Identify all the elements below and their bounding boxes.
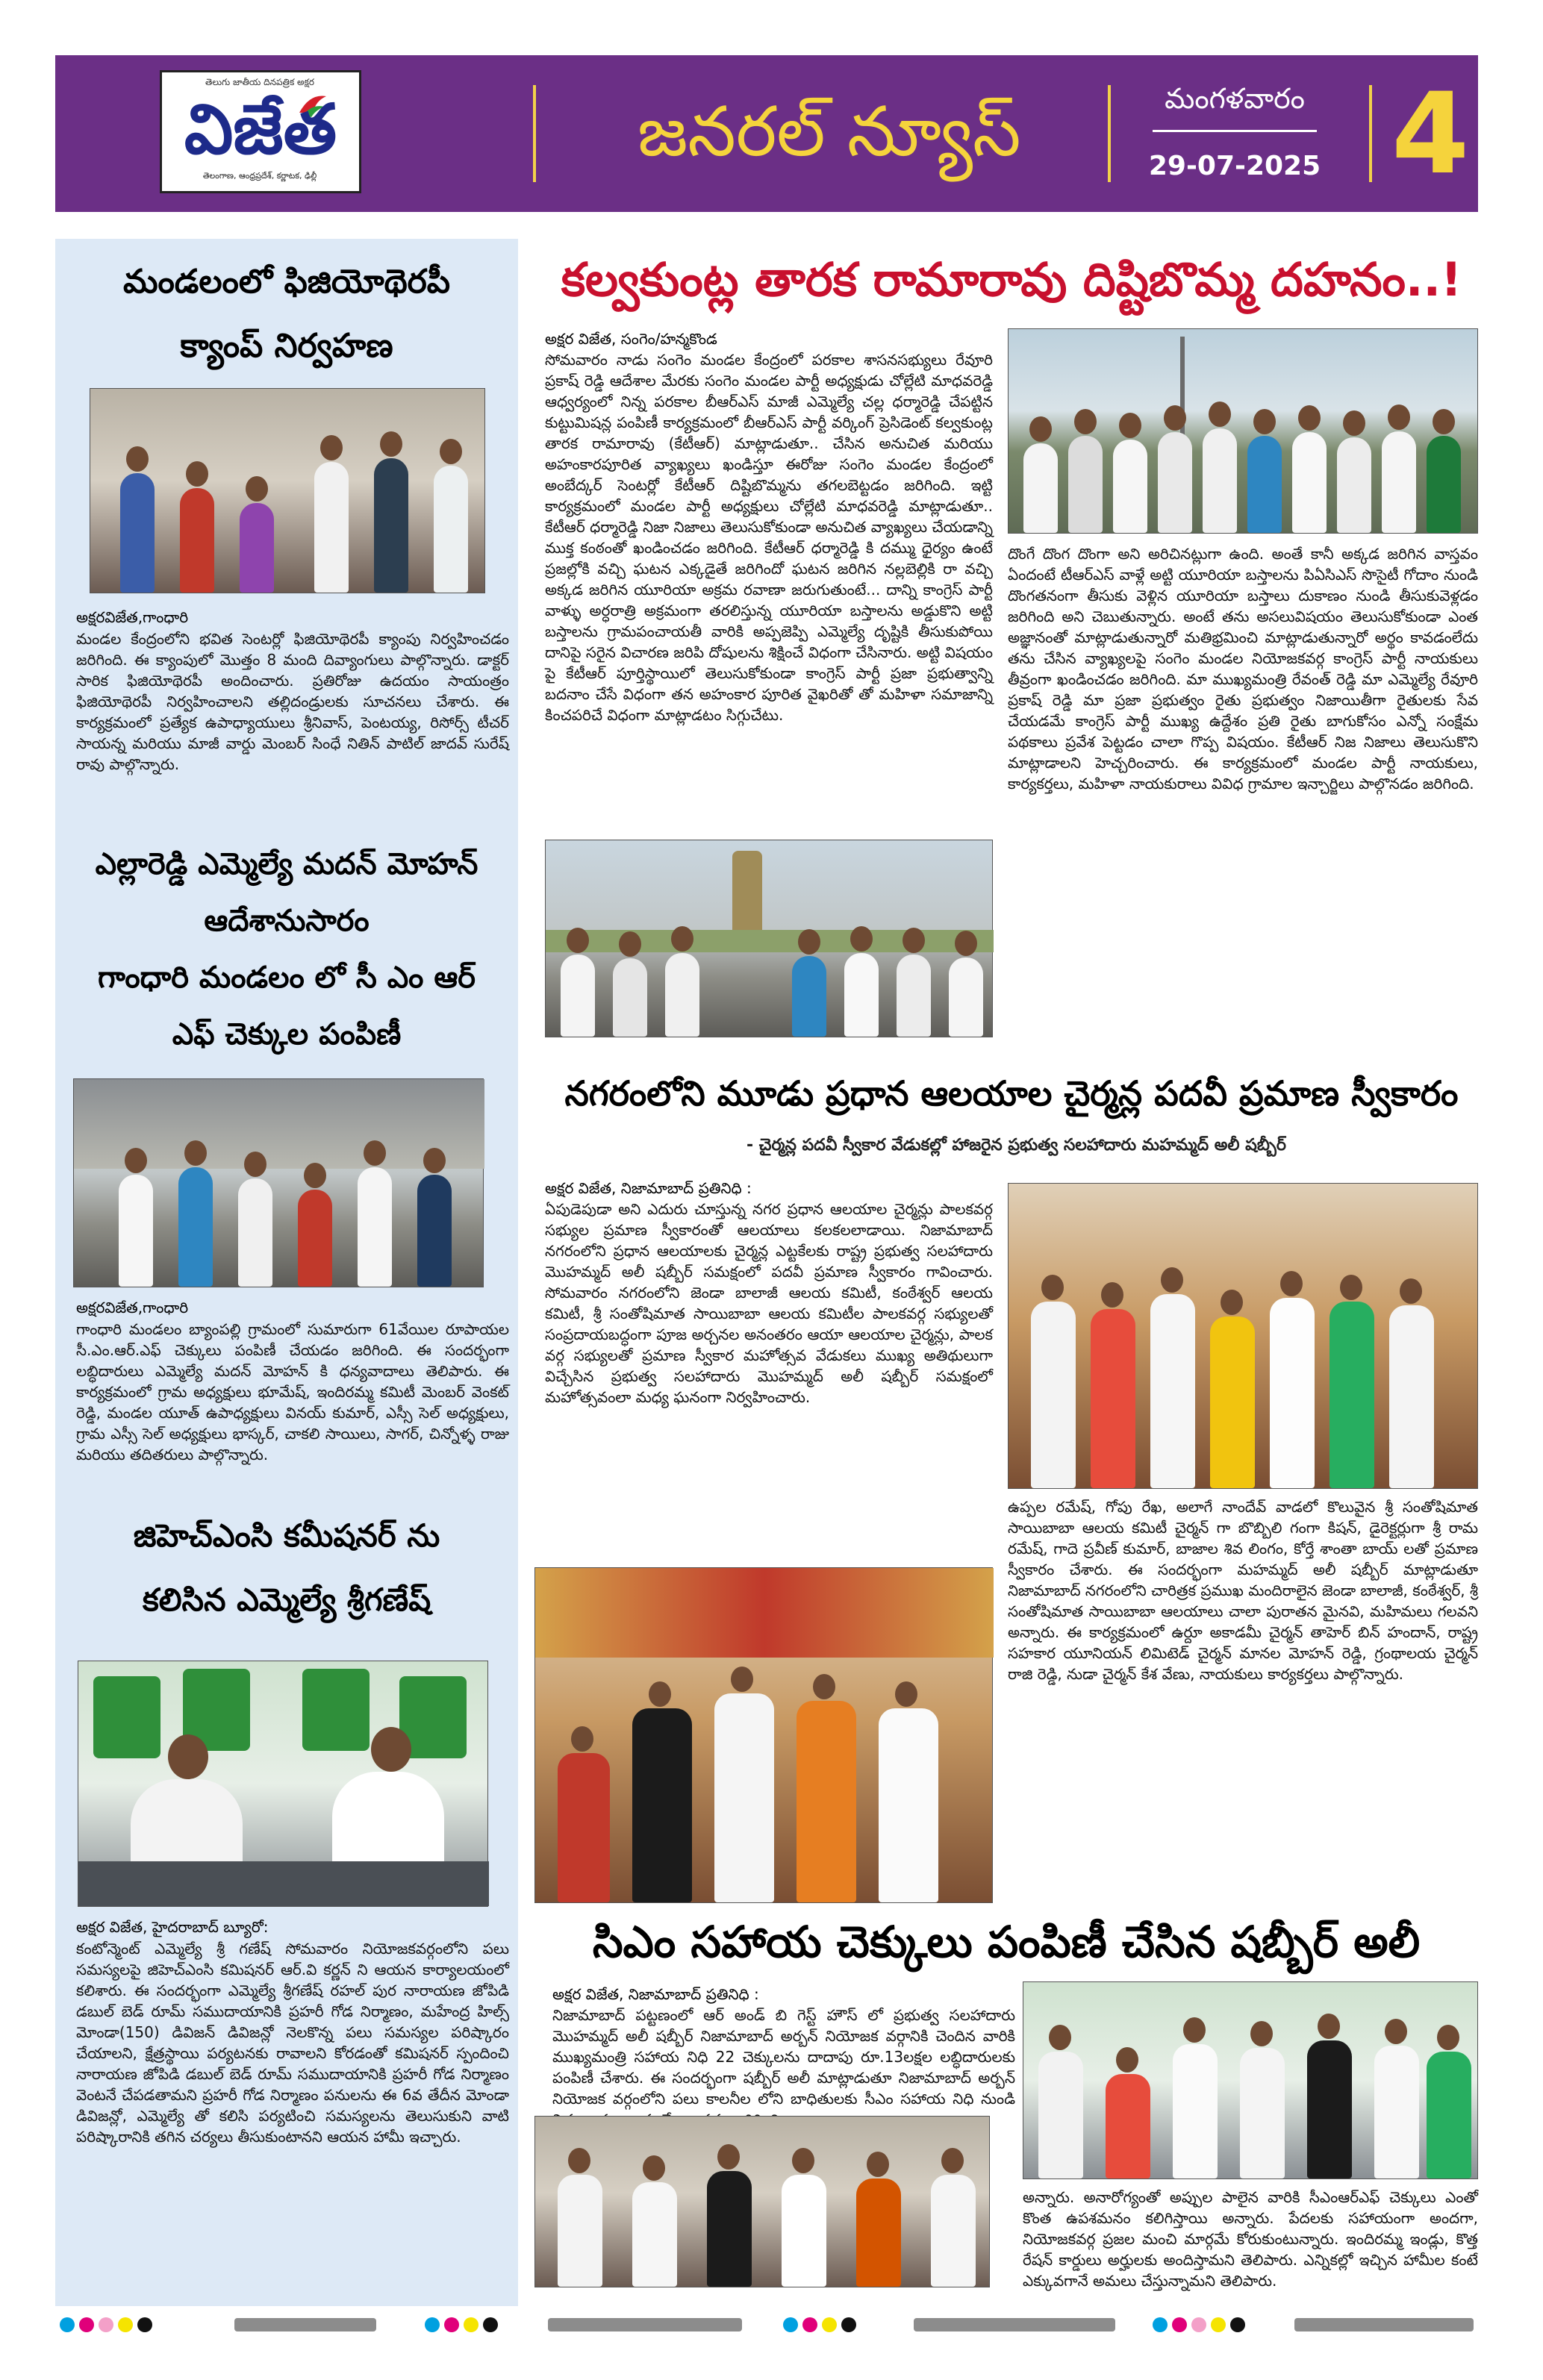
logo-wordmark: విజేత: [184, 89, 337, 169]
cmrf-headline-line3: గాంధారి మండలం లో సీ ఎం ఆర్: [97, 961, 476, 995]
physio-body: మండల కేంద్రంలోని భవిత సెంటర్లో ఫిజియోథెరపీ క్యాంపు నిర్వహించడం జరిగింది. ఈ క్యాంపులో మొత్తం 8 మంది దివ్యాంగులు పాల్గొన్నారు. డాక్టర్ సారిక ఫిజియోథెరపీ అందించారు. ప్రతిరోజు ఉదయం సాయంత్రం ఫిజియోథెరపీ నిర్వహించాలని తల్లిదండ్రులకు సూచనలు చేశారు. ఈ కార్యక్రమంలో ప్రత్యేక ఉపాధ్యాయులు శ్రీనివాస్, పెంటయ్య, రిసోర్స్ టీచర్ సాయన్న మరియు మాజీ వార్డు మెంబర్ సింధే నితిన్ పాటిల్ జాదవ్ సురేష్ రావు పాల్గొన్నారు.: [76, 630, 509, 773]
cyan-dot: [783, 2317, 798, 2332]
ghmc-headline-line2: కలిసిన ఎమ్మెల్యే శ్రీగణేష్: [142, 1581, 431, 1618]
logo-subline: తెలంగాణ, ఆంధ్రప్రదేశ్, కర్ణాటక, ఢిల్లీ: [202, 171, 317, 181]
effigy-headline: కల్వకుంట్ల తారక రామారావు దిష్టిబొమ్మ దహనం..!: [561, 252, 1462, 307]
cyan-dot: [60, 2317, 75, 2332]
cmrf-byline: అక్షరవిజేత,గాంధారి: [76, 1299, 189, 1317]
yellow-dot: [464, 2317, 479, 2332]
yellow-dot: [822, 2317, 837, 2332]
physio-camp-photo[interactable]: [90, 388, 485, 593]
black-dot: [137, 2317, 152, 2332]
pink-dot: [1191, 2317, 1206, 2332]
newspaper-logo[interactable]: [160, 70, 361, 193]
cmrf-recipients-photo[interactable]: [1023, 1981, 1478, 2179]
cmrf-cheques-photo[interactable]: [73, 1078, 484, 1287]
weekday: మంగళవారం: [1165, 82, 1305, 115]
grey-bar: [234, 2318, 376, 2331]
ghmc-headline-line1: జిహెచ్ఎంసి కమీషనర్ ను: [133, 1517, 440, 1554]
temple-committee-photo[interactable]: [534, 1567, 993, 1903]
cmrf-sabbir-byline: అక్షర విజేత, నిజామాబాద్ ప్రతినిధి :: [552, 1985, 759, 2003]
ghmc-byline: అక్షర విజేత, హైదరాబాద్ బ్యూరో:: [76, 1918, 269, 1936]
date-rule: [1153, 130, 1317, 132]
cmrf-headline-line1: ఎల్లారెడ్డి ఎమ్మెల్యే మదన్ మోహన్: [95, 847, 479, 881]
cyan-dot: [1153, 2317, 1168, 2332]
grey-bar: [1294, 2318, 1474, 2331]
magenta-dot: [802, 2317, 817, 2332]
magenta-dot: [1172, 2317, 1187, 2332]
magenta-dot: [444, 2317, 459, 2332]
protest-circle-photo[interactable]: [545, 840, 993, 1037]
temple-headline: నగరంలోని మూడు ప్రధాన ఆలయాల చైర్మన్ల పదవీ ప్రమాణ స్వీకారం: [564, 1073, 1459, 1114]
temple-body-b: ఉప్పల రమేష్, గోపు రేఖ, అలాగే నాందేవ్ వాడలో కొలువైన శ్రీ సంతోషిమాత సాయిబాబా ఆలయ కమిటీ చైర్మన్ గా బొబ్బిలి గంగా కిషన్, డైరెక్టర్లుగా శ్రీ రామ రమేష్, గాదె ప్రవీణ్ కుమార్, బాజాల శివ లింగం, కోర్తే శాంతా బాయ్ లతో ప్రమాణ స్వీకారం చేశారు. ఈ సందర్భంగా మహమ్మద్ అలీ షబ్బీర్ మాట్లాడుతూ నిజామాబాద్ నగరంలోని చారిత్రక ప్రముఖ మందిరాలైన జెండా బాలాజీ, కంఠేశ్వర్, శ్రీ సంతోషిమాత సాయిబాబా ఆలయాలు చాలా పురాతన మైనవి, మహిమలు గలవని అన్నారు. ఈ కార్యక్రమంలో ఉర్దూ అకాడమీ చైర్మన్ తాహెర్ బిన్ హందాన్, రాష్ట్ర సహకార యూనియన్ లిమిటెడ్ చైర్మన్ మానల మోహన్ రెడ్డి, గ్రంథాలయ చైర్మన్ రాజి రెడ్డి, నుడా చైర్మన్ కేశ వేణు, నాయకులు కార్యకర్తలు పాల్గొన్నారు.: [1008, 1498, 1478, 1683]
cyan-dot: [425, 2317, 440, 2332]
effigy-protest-photo[interactable]: [1008, 328, 1478, 534]
black-dot: [1230, 2317, 1245, 2332]
effigy-body-b: దొంగే దొంగ దొంగా అని అరిచినట్లుగా ఉంది. అంతే కానీ అక్కడ జరిగిన వాస్తవం ఏందంటే టీఆర్ఎస్ వాళ్లే అట్టి యూరియా బస్తాలను పిఏసిఎస్ సొసైటీ గోదాం నుండి దొంగతనంగా తీసుకు వెళ్లిన యూరియా బస్తాలు దుకాణం నుండి తీసుకువెళ్లడం జరిగింది అని చెబుతున్నారు. అంటే తను అసలువిషయం తెలుసుకోకుండా ఎంత అజ్ఞానంతో మాట్లాడుతున్నారో మతిభ్రమించి మాట్లాడుతున్నారో అర్థం కావడంలేదు తను చేసిన వ్యాఖ్యలపై సంగెం మండల నియోజకవర్గ కాంగ్రెస్ పార్టీ నాయకులు తీవ్రంగా ఖండించడం జరిగింది. మా ముఖ్యమంత్రి రేవంత్ రెడ్డి మా ఎమ్మెల్యే రేవూరి ప్రకాష్ రెడ్డి మా ప్రజా ప్రభుత్వం రైతు ప్రభుత్వం నిజాయితీగా రైతులకు సేవ చేయడమే కాంగ్రెస్ పార్టీ ముఖ్య ఉద్దేశం ప్రతి రైతు బాగుకోసం ఎన్నో సంక్షేమ పథకాలు ప్రవేశ పెట్టడం చాలా గొప్ప విషయం. కేటీఆర్ నిజ నిజాలు తెలుసుకొని మాట్లాడాలని హెచ్చరించారు. ఈ కార్యక్రమంలో మండల పార్టీ నాయకులు, కార్యకర్తలు, మహిళా నాయకురాలు వివిధ గ్రామాల ఇన్చార్జిలు పాల్గొనడం జరిగింది.: [1008, 545, 1478, 793]
magenta-dot: [79, 2317, 94, 2332]
temple-subhead: - చైర్మన్ల పదవీ స్వీకార వేడుకల్లో హాజరైన ప్రభుత్వ సలహాదారు మహమ్మద్ అలీ షబ్బీర్: [746, 1136, 1286, 1155]
cmrf-body: గాంధారి మండలం బ్యాంపల్లి గ్రామంలో సుమారుగా 61వేయిల రూపాయల సీ.ఎం.ఆర్.ఎఫ్ చెక్కులు పంపిణీ చేయడం జరిగింది. ఈ సందర్భంగా లబ్ధిదారులు ఎమ్మెల్యే మదన్ మోహన్ కి ధన్యవాదాలు తెలిపారు. ఈ కార్యక్రమంలో గ్రామ అధ్యక్షులు భూమేష్, ఇందిరమ్మ కమిటీ మెంబర్ వెంకట్ రెడ్డి, మండల యూత్ ఉపాధ్యక్షులు వినయ్ కుమార్, ఎస్సీ సెల్ అధ్యక్షులు, గ్రామ ఎస్సీ సెల్ అధ్యక్షులు భాస్కర్, చాకలి సాయిలు, సాగర్, చిన్నోళ్ళ రాజు మరియు తదితరులు పాల్గొన్నారు.: [76, 1320, 509, 1464]
physio-byline: అక్షరవిజేత,గాంధారి: [76, 608, 189, 626]
temple-oath-photo[interactable]: [1008, 1183, 1478, 1489]
section-title: జనరల్ న్యూస్: [638, 92, 1021, 172]
effigy-body-a: సోమవారం నాడు సంగెం మండల కేంద్రంలో పరకాల శాసనసభ్యులు రేవూరి ప్రకాష్ రెడ్డి ఆదేశాల మేరకు సంగెం మండల పార్టీ అధ్యక్షుడు చోల్లేటి మాధవరెడ్డి ఆధ్వర్యంలో నిన్న పరకాల బీఆర్ఎస్ మాజీ ఎమ్మెల్యే చల్ల ధర్మారెడ్డి చేపట్టిన కుట్టుమిషన్ల పంపిణీ కార్యక్రమంలో బీఆర్ఎస్ పార్టీ వర్కింగ్ ప్రెసిడెంట్ కల్వకుంట్ల తారక రామారావు (కేటీఆర్) మాట్లాడుతూ.. చేసిన అనుచిత మరియు అహంకారపూరిత వ్యాఖ్యలు ఖండిస్తూ ఈరోజు సంగెం మండల కేంద్రంలో అంబేద్కర్ సెంటర్లో కేటీఆర్ దిష్టిబొమ్మను తగలబెట్టడం జరిగింది. ఇట్టి కార్యక్రమంలో మండల పార్టీ అధ్యక్షులు చోల్లేటి మాధవరెడ్డి మాట్లాడుతూ.. కేటీఆర్ ధర్మారెడ్డి నిజా నిజాలు తెలుసుకోకుండా అనుచిత వ్యాఖ్యలు చేయడాన్ని ముక్త కంఠంతో ఖండించడం జరిగింది. కేటీఆర్ ధర్మారెడ్డి కి దమ్ము ధైర్యం ఉంటే ప్రజల్లోకి వచ్చి ఘటన ఎక్కడైతే జరిగిందో ఘటన జరిగిన నల్లబెల్లికి రా వచ్చి అక్కడ జరిగిన యూరియా అక్రమ రవాణా జరుగుతుంటే... దాన్ని కాంగ్రెస్ పార్టీ వాళ్ళు అర్ధరాత్రి అక్రమంగా తరలిస్తున్న యూరియా బస్తాలను అడ్డుకొని అట్టి బస్తాలను గ్రామపంచాయతీ వారికి అప్పజెప్పి ఎమ్మెల్యే దృష్టికి తీసుకుపోయి దానిపై సరైన విచారణ జరిపి దోషులను శిక్షించే విధంగా చేసినారు. అట్టి విషయం పై కేటీఆర్ పూర్తిస్థాయిలో తెలుసుకోకుండా కాంగ్రెస్ పార్టీ ప్రజా ప్రభుత్వాన్ని బదనాం చేసే విధంగా తన అహంకార పూరిత వైఖరితో తో మహిళా సమాజాన్ని కించపరిచే విధంగా మాట్లాడటం సిగ్గుచేటు.: [545, 351, 993, 724]
ghmc-meeting-photo[interactable]: [78, 1661, 488, 1907]
yellow-dot: [118, 2317, 133, 2332]
page-number: 4: [1391, 69, 1470, 199]
header-divider-right: [1369, 85, 1372, 182]
cmrf-distribution-photo[interactable]: [534, 2116, 990, 2287]
temple-byline: అక్షర విజేత, నిజామాబాద్ ప్రతినిధి :: [545, 1179, 752, 1197]
yellow-dot: [1211, 2317, 1226, 2332]
black-dot: [841, 2317, 856, 2332]
header-divider-mid: [1108, 85, 1111, 182]
pink-dot: [99, 2317, 113, 2332]
masthead: [55, 55, 1478, 212]
left-column: [55, 239, 518, 2306]
ghmc-body: కంటోన్మెంట్ ఎమ్మెల్యే శ్రీ గణేష్ సోమవారం నియోజకవర్గంలోని పలు సమస్యలపై జిహెచ్ఎంసి కమిషనర్ ఆర్.వి కర్ణన్ ని ఆయన కార్యాలయంలో కలిశారు. ఈ సందర్భంగా ఎమ్మెల్యే శ్రీగణేష్ రహల్ పుర నారాయణ జోపిడి డబుల్ బెడ్ రూమ్ సముదాయానికి ప్రహరీ గోడ నిర్మాణం, మహేంద్ర హిల్స్ మోండా(150) డివిజన్ డివిజన్లో నెలకొన్న పలు సమస్యల పరిష్కారం చేయాలని, క్షేత్రస్థాయి పర్యటనకు రావాలని కోరడంతో కమిషనర్ స్పందించి నారాయణ జోపిడి డబుల్ బెడ్ రూమ్ సముదాయానికి ప్రహరీ గోడ నిర్మాణం వెంటనే చేపడతామని ప్రహరీ గోడ నిర్మాణం పనులను ఈ 6వ తేదీన మోండా డివిజన్లో, ఎమ్మెల్యే తో కలిసి పర్యటించి సమస్యలను తెలుసుకుని వాటి పరిష్కారానికి తగిన చర్యలు తీసుకుంటానని ఆయన హామీ ఇచ్చారు.: [76, 1940, 509, 2146]
logo-tagline: తెలుగు జాతీయ దినపత్రిక అక్షర: [205, 77, 314, 87]
grey-bar: [914, 2318, 1115, 2331]
black-dot: [483, 2317, 498, 2332]
cmrf-sabbir-body-b: అన్నారు. అనారోగ్యంతో అప్పుల పాలైన వారికి సీఎంఆర్ఎఫ్ చెక్కులు ఎంతో కొంత ఉపశమనం కలిగిస్తాయి అన్నారు. పేదలకు సహాయంగా అందగా, నియోజకవర్గ ప్రజల మంచి మార్గమే కోరుకుంటున్నారు. ఇందిరమ్మ ఇండ్లు, కొత్త రేషన్ కార్డులు అర్హులకు అందిస్తామని తెలిపారు. ఎన్నికల్లో ఇచ్చిన హామీల కంటే ఎక్కువగానే అమలు చేస్తున్నామని తెలిపారు.: [1023, 2188, 1478, 2290]
cmrf-sabbir-body-a: నిజామాబాద్ పట్టణంలో ఆర్ అండ్ బి గెస్ట్ హౌస్ లో ప్రభుత్వ సలహాదారు మొహమ్మద్ అలీ షబ్బీర్ నిజామాబాద్ అర్బన్ నియోజక వర్గానికి చెందిన వారికి ముఖ్యమంత్రి సహాయ నిధి 22 చెక్కులను దాదాపు రూ.13లక్షల లబ్ధిదారులకు పంపిణీ చేశారు. ఈ సందర్భంగా షబ్బీర్ అలీ మాట్లాడుతూ నిజామాబాద్ అర్బన్ నియోజక వర్గంలోని పలు కాలనీల లోని బాధితులకు సీఎం సహాయ నిధి నుండి: [552, 2006, 1015, 2108]
cmrf-headline-line2: ఆదేశానుసారం: [204, 904, 370, 938]
grey-bar: [548, 2318, 742, 2331]
header-divider-left: [533, 85, 536, 182]
issue-date: 29-07-2025: [1148, 151, 1321, 181]
physio-headline-line2: క్యాంప్ నిర్వహణ: [180, 327, 393, 365]
cmrf-headline-line4: ఎఫ్ చెక్కుల పంపిణీ: [172, 1017, 402, 1052]
temple-body-a: ఏపుడెపుడా అని ఎదురు చూస్తున్న నగర ప్రధాన ఆలయాల చైర్మన్లు పాలకవర్గ సభ్యుల ప్రమాణ స్వీకారంతో ఆలయాలు కలకలలాడాయి. నిజామాబాద్ నగరంలోని ప్రధాన ఆలయాలకు చైర్మన్ల ఎట్టకేలకు రాష్ట్ర ప్రభుత్వ సలహాదారు మొహమ్మద్ అలీ షబ్బీర్ సమక్షంలో పదవీ ప్రమాణ స్వీకారం గావించారు. సోమవారం నగరంలోని జెండా బాలాజీ ఆలయ కమిటీ, కంఠేశ్వర్ ఆలయ కమిటీ, శ్రీ సంతోషిమాత సాయిబాబా ఆలయ కమిటీల పాలకవర్గ సభ్యులతో సంప్రదాయబద్ధంగా పూజ అర్చనల అనంతరం ఆయా ఆలయాల చైర్మన్లు, పాలక వర్గ సభ్యులతో ప్రమాణ స్వీకార మహోత్సవ వేడుకలు ముఖ్య అతిథులుగా విచ్చేసిన ప్రభుత్వ సలహాదారు మొహమ్మద్ అలీ షబ్బీర్ సమక్షంలో మహోత్సవంలా మధ్య ఘనంగా నిర్వహించారు.: [545, 1200, 993, 1406]
print-registration-marks: [55, 2314, 1478, 2336]
effigy-byline: అక్షర విజేత, సంగెం/హన్మకొండ: [545, 330, 717, 348]
physio-headline-line1: మండలంలో ఫిజియోథెరపీ: [122, 263, 451, 301]
cmrf-sabbir-headline: సిఎం సహాయ చెక్కులు పంపిణీ చేసిన షబ్బీర్ అలీ: [592, 1917, 1421, 1967]
